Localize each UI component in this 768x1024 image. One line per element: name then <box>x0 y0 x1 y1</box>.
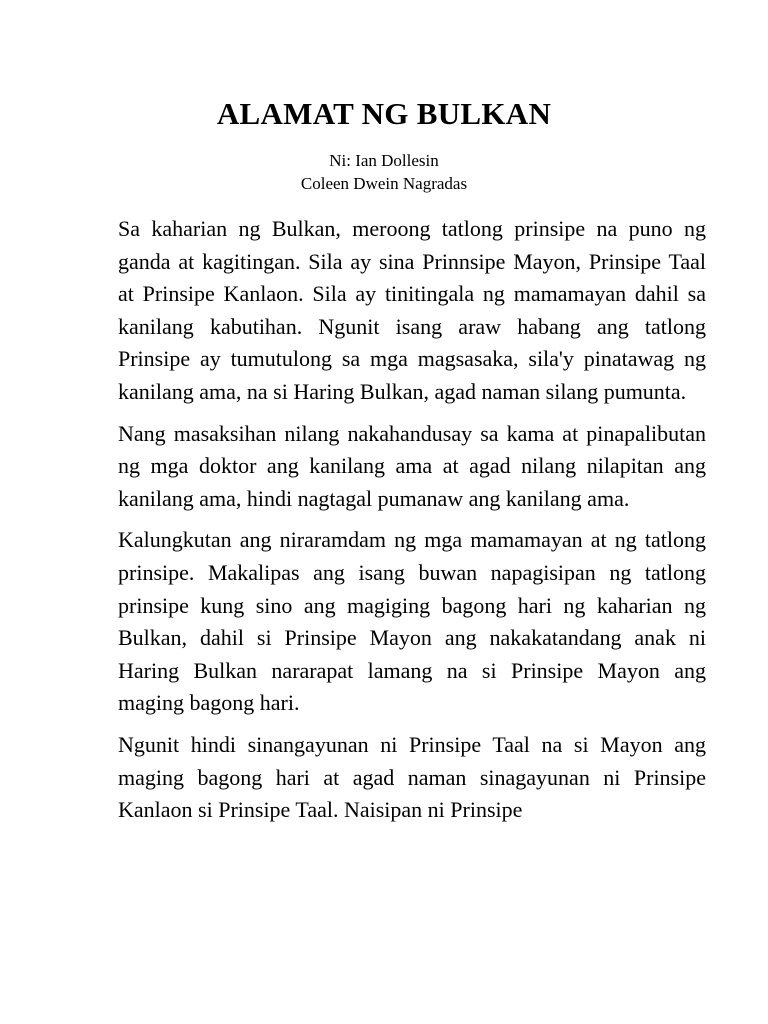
author-credits <box>0 149 768 195</box>
story-body <box>118 213 706 836</box>
paragraph-3: Kalungkutan ang niraramdam ng mga mamamayan at ng tatlong prinsipe. Makalipas ang isang buwan napagisipan ng tatlong prinsipe kung sino ang magiging bagong hari ng kaharian ng Bulkan, dahil si Prinsipe Mayon ang nakakatandang anak ni Haring Bulkan nararapat lamang na si Prinsipe Mayon ang maging bagong hari. <box>118 527 706 716</box>
paragraph-4: Ngunit hindi sinangayunan ni Prinsipe Taal na si Mayon ang maging bagong hari at agad naman sinagayunan ni Prinsipe Kanlaon si Prinsipe Taal. Naisipan ni Prinsipe <box>118 731 706 823</box>
paragraph-2: Nang masaksihan nilang nakahandusay sa kama at pinapalibutan ng mga doktor ang kanilang ama at agad nilang nilapitan ang kanilang ama, hindi nagtagal pumanaw ang kanilang ama. <box>118 420 706 511</box>
paragraph-1: Sa kaharian ng Bulkan, meroong tatlong prinsipe na puno ng ganda at kagitingan. Sila ay sina Prinnsipe Mayon, Prinsipe Taal at Prinsipe Kanlaon. Sila ay tinitingala ng mamamayan dahil sa kanilang kabutihan. Ngunit isang araw habang ang tatlong Prinsipe ay tumutulong sa mga magsasaka, sila'y pinatawag ng kanilang ama, na si Haring Bulkan, agad naman silang pumunta. <box>118 216 706 404</box>
author-line-1: Ni: Ian Dollesin <box>329 151 439 170</box>
author-line-2: Coleen Dwein Nagradas <box>300 174 468 193</box>
document-title: ALAMAT NG BULKAN <box>216 96 552 131</box>
